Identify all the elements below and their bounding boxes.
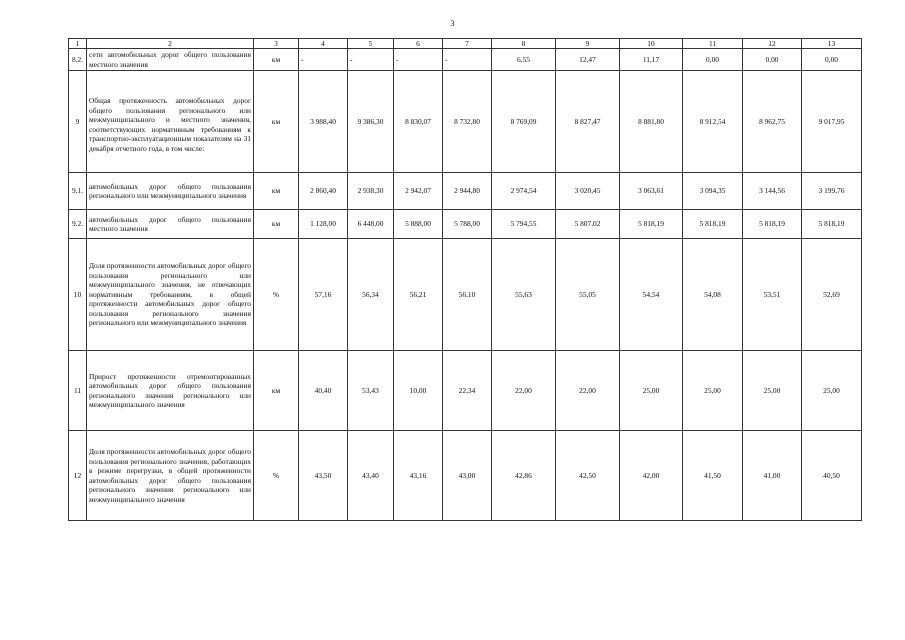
value-cell: - xyxy=(348,49,394,71)
value-cell: 57,16 xyxy=(299,239,348,351)
value-cell: 53,43 xyxy=(348,351,394,431)
value-cell: 2 974,54 xyxy=(492,173,556,210)
value-cell: 1 128,00 xyxy=(299,210,348,239)
row-description: сети автомобильных дорог общего пользования местного значения xyxy=(87,49,254,71)
value-cell: 8 732,80 xyxy=(443,71,492,173)
value-cell: 56,10 xyxy=(443,239,492,351)
value-cell: 5 794,55 xyxy=(492,210,556,239)
value-cell: 2 944,80 xyxy=(443,173,492,210)
value-cell: 8 769,09 xyxy=(492,71,556,173)
value-cell: - xyxy=(443,49,492,71)
value-cell: 3 988,40 xyxy=(299,71,348,173)
column-number-row xyxy=(69,39,862,49)
value-cell: 56,34 xyxy=(348,239,394,351)
value-cell: 8 912,54 xyxy=(683,71,743,173)
value-cell: 2 860,40 xyxy=(299,173,348,210)
column-header: 2 xyxy=(87,39,254,49)
row-description: Доля протяженности автомобильных дорог общего пользования регионального или межмуниципального значения, не отвечающих нормативным требованиям, в общей протяженности автомобильных дорог общего пользования регионального значения регионального или межмуниципального значения xyxy=(87,239,254,351)
row-index: 10 xyxy=(69,239,87,351)
column-header: 6 xyxy=(394,39,443,49)
value-cell: 0,00 xyxy=(683,49,743,71)
column-header: 9 xyxy=(556,39,620,49)
value-cell: 41,00 xyxy=(743,431,802,521)
value-cell: 8 827,47 xyxy=(556,71,620,173)
row-index: 9 xyxy=(69,71,87,173)
value-cell: 8 830,07 xyxy=(394,71,443,173)
value-cell: 22,00 xyxy=(492,351,556,431)
value-cell: 5 818,19 xyxy=(743,210,802,239)
value-cell: 25,00 xyxy=(743,351,802,431)
row-description: автомобильных дорог общего пользования местного значения xyxy=(87,210,254,239)
value-cell: 22,34 xyxy=(443,351,492,431)
value-cell: 10,00 xyxy=(394,351,443,431)
row-unit: % xyxy=(254,431,299,521)
indicators-table xyxy=(68,38,862,521)
value-cell: 12,47 xyxy=(556,49,620,71)
value-cell: 53,51 xyxy=(743,239,802,351)
value-cell: 42,50 xyxy=(556,431,620,521)
value-cell: 43,40 xyxy=(348,431,394,521)
value-cell: 5 818,19 xyxy=(620,210,683,239)
row-description: автомобильных дорог общего пользования регионального или межмуниципального значения xyxy=(87,173,254,210)
row-unit: км xyxy=(254,351,299,431)
row-index: 11 xyxy=(69,351,87,431)
page-number: 3 xyxy=(450,19,455,28)
value-cell: 0,00 xyxy=(743,49,802,71)
table-row xyxy=(69,49,862,71)
value-cell: 3 020,45 xyxy=(556,173,620,210)
column-header: 10 xyxy=(620,39,683,49)
value-cell: 9 386,30 xyxy=(348,71,394,173)
value-cell: 2 938,30 xyxy=(348,173,394,210)
row-index: 8.2. xyxy=(69,49,87,71)
value-cell: 8 881,80 xyxy=(620,71,683,173)
value-cell: 5 818,19 xyxy=(802,210,862,239)
row-unit: км xyxy=(254,210,299,239)
value-cell: 3 199,76 xyxy=(802,173,862,210)
column-header: 13 xyxy=(802,39,862,49)
value-cell: 42,00 xyxy=(620,431,683,521)
value-cell: 3 094,35 xyxy=(683,173,743,210)
column-header: 4 xyxy=(299,39,348,49)
table-row xyxy=(69,431,862,521)
value-cell: 5 807,02 xyxy=(556,210,620,239)
value-cell: 9 017,95 xyxy=(802,71,862,173)
row-index: 12 xyxy=(69,431,87,521)
value-cell: - xyxy=(299,49,348,71)
column-header: 11 xyxy=(683,39,743,49)
row-description: Доля протяженности автомобильных дорог общего пользования регионального значения, работающих в режиме перегрузки, в общей протяженности автомобильных дорог общего пользования регионального значения регионального или межмуниципального значения xyxy=(87,431,254,521)
row-unit: км xyxy=(254,173,299,210)
value-cell: 5 788,00 xyxy=(443,210,492,239)
column-header: 5 xyxy=(348,39,394,49)
value-cell: 11,17 xyxy=(620,49,683,71)
value-cell: 54,54 xyxy=(620,239,683,351)
table-row xyxy=(69,210,862,239)
row-description: Прирост протяженности отремонтированных автомобильных дорог общего пользования регионального значения регионального или межмуниципального значения xyxy=(87,351,254,431)
table-row xyxy=(69,173,862,210)
value-cell: 43,00 xyxy=(443,431,492,521)
column-header: 12 xyxy=(743,39,802,49)
value-cell: 56,21 xyxy=(394,239,443,351)
column-header: 1 xyxy=(69,39,87,49)
value-cell: 55,63 xyxy=(492,239,556,351)
value-cell: 25,00 xyxy=(802,351,862,431)
value-cell: 52,69 xyxy=(802,239,862,351)
value-cell: 5 888,00 xyxy=(394,210,443,239)
table-row xyxy=(69,71,862,173)
table-row xyxy=(69,239,862,351)
value-cell: 22,00 xyxy=(556,351,620,431)
column-header: 8 xyxy=(492,39,556,49)
row-index: 9.2. xyxy=(69,210,87,239)
value-cell: 25,00 xyxy=(620,351,683,431)
value-cell: 3 144,56 xyxy=(743,173,802,210)
row-description: Общая протяженность автомобильных дорог общего пользования регионального или межмуниципального и местного значения, соответствующих нормативным требованиям к транспортно-эксплуатационным показателям на 31 декабря отчетного года, в том числе: xyxy=(87,71,254,173)
value-cell: 43,50 xyxy=(299,431,348,521)
value-cell: 54,08 xyxy=(683,239,743,351)
value-cell: 8 962,75 xyxy=(743,71,802,173)
value-cell: 5 818,19 xyxy=(683,210,743,239)
row-unit: км xyxy=(254,49,299,71)
value-cell: 42,86 xyxy=(492,431,556,521)
row-unit: км xyxy=(254,71,299,173)
value-cell: 40,50 xyxy=(802,431,862,521)
value-cell: 3 063,61 xyxy=(620,173,683,210)
value-cell: 6,55 xyxy=(492,49,556,71)
row-index: 9.1. xyxy=(69,173,87,210)
column-header: 7 xyxy=(443,39,492,49)
value-cell: 43,16 xyxy=(394,431,443,521)
value-cell: 2 942,07 xyxy=(394,173,443,210)
table-row xyxy=(69,351,862,431)
row-unit: % xyxy=(254,239,299,351)
value-cell: 6 448,00 xyxy=(348,210,394,239)
value-cell: - xyxy=(394,49,443,71)
value-cell: 55,05 xyxy=(556,239,620,351)
value-cell: 41,50 xyxy=(683,431,743,521)
value-cell: 0,00 xyxy=(802,49,862,71)
value-cell: 25,00 xyxy=(683,351,743,431)
value-cell: 40,40 xyxy=(299,351,348,431)
column-header: 3 xyxy=(254,39,299,49)
